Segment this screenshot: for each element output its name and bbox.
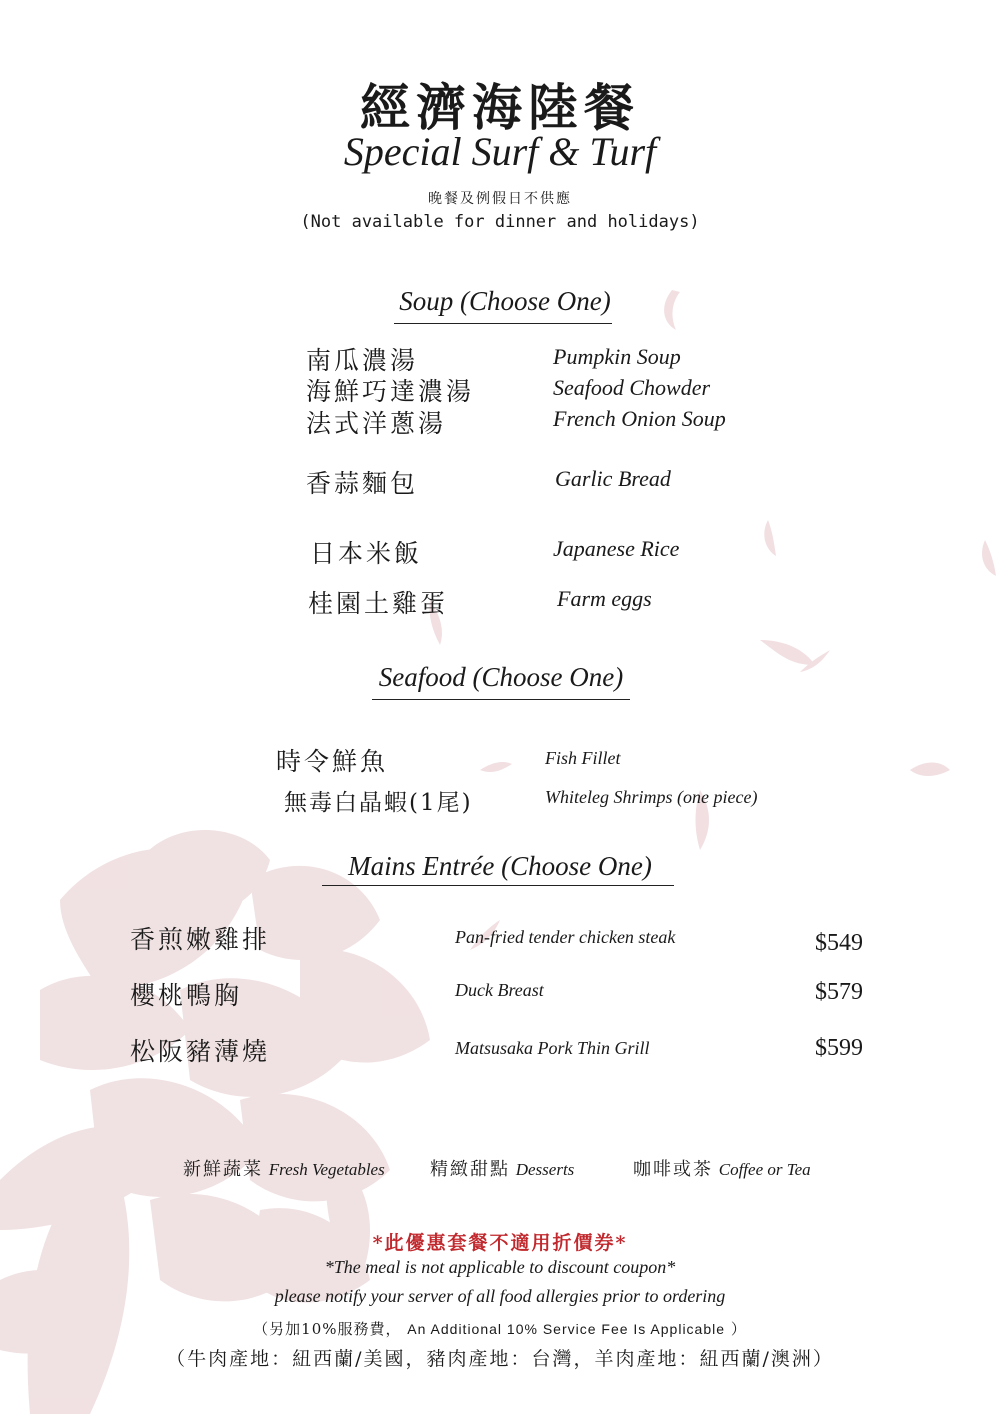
extra-item-zh: 桂園土雞蛋	[308, 589, 449, 618]
side-item-zh: 新鮮蔬菜	[183, 1159, 263, 1180]
extra-item-en: Garlic Bread	[555, 466, 671, 491]
availability-note-en: (Not available for dinner and holidays)	[300, 212, 700, 232]
mains-item-en: Matsusaka Pork Thin Grill	[455, 1038, 650, 1058]
mains-item-zh: 櫻桃鴨胸	[130, 981, 243, 1010]
extra-item-zh: 日本米飯	[310, 539, 423, 568]
side-item-en: Fresh Vegetables	[268, 1160, 385, 1179]
seafood-heading-underline	[372, 699, 630, 700]
mains-item-zh: 香煎嫩雞排	[130, 925, 271, 954]
extra-item-en: Farm eggs	[557, 586, 652, 611]
service-fee-close: ）	[730, 1320, 747, 1338]
seafood-item-zh: 無毒白晶蝦(1尾)	[284, 790, 473, 816]
mains-item-zh: 松阪豬薄燒	[130, 1037, 271, 1066]
side-item	[183, 1155, 385, 1181]
allergy-notice: please notify your server of all food allergies prior to ordering	[274, 1286, 726, 1306]
soup-item-zh: 法式洋蔥湯	[306, 409, 447, 438]
mains-item-price: $579	[815, 979, 863, 1005]
seafood-item-en: Whiteleg Shrimps (one piece)	[545, 787, 758, 807]
meat-origin-note: （牛肉產地：紐西蘭/美國，豬肉產地：台灣，羊肉產地：紐西蘭/澳洲）	[166, 1348, 834, 1370]
side-item	[430, 1155, 574, 1181]
mains-item-price: $549	[815, 930, 863, 956]
seafood-item-en: Fish Fillet	[545, 748, 621, 768]
mains-section-heading: Mains Entrée (Choose One)	[348, 851, 652, 881]
side-item-en: Desserts	[515, 1160, 575, 1179]
side-item	[633, 1155, 811, 1181]
seafood-item-zh: 時令鮮魚	[276, 747, 389, 776]
menu-title-zh: 經濟海陸餐	[360, 78, 640, 137]
service-fee-note	[0, 1318, 1000, 1339]
side-item-zh: 咖啡或茶	[633, 1159, 713, 1180]
coupon-warning-zh: *此優惠套餐不適用折價券*	[372, 1232, 628, 1254]
coupon-warning-en: *The meal is not applicable to discount coupon*	[324, 1257, 676, 1277]
service-fee-en: An Additional 10% Service Fee Is Applicable	[407, 1321, 726, 1337]
mains-item-en: Pan-fried tender chicken steak	[455, 927, 676, 947]
extra-item-zh: 香蒜麵包	[306, 469, 419, 498]
soup-item-zh: 海鮮巧達濃湯	[306, 377, 475, 406]
soup-heading-underline	[394, 323, 612, 324]
mains-heading-underline	[322, 885, 674, 886]
extra-item-en: Japanese Rice	[553, 536, 680, 561]
soup-item-en: French Onion Soup	[553, 406, 726, 431]
soup-item-zh: 南瓜濃湯	[306, 346, 419, 375]
seafood-section-heading: Seafood (Choose One)	[378, 662, 624, 692]
side-item-zh: 精緻甜點	[430, 1159, 510, 1180]
soup-section-heading: Soup (Choose One)	[399, 286, 611, 316]
soup-item-en: Pumpkin Soup	[553, 344, 681, 369]
availability-note-zh: 晚餐及例假日不供應	[428, 191, 572, 207]
menu-title-en: Special Surf & Turf	[343, 129, 657, 174]
side-item-en: Coffee or Tea	[718, 1160, 811, 1179]
mains-item-en: Duck Breast	[455, 980, 544, 1000]
service-fee-zh: （另加10%服務費，	[253, 1320, 402, 1338]
mains-item-price: $599	[815, 1035, 863, 1061]
soup-item-en: Seafood Chowder	[553, 375, 711, 400]
